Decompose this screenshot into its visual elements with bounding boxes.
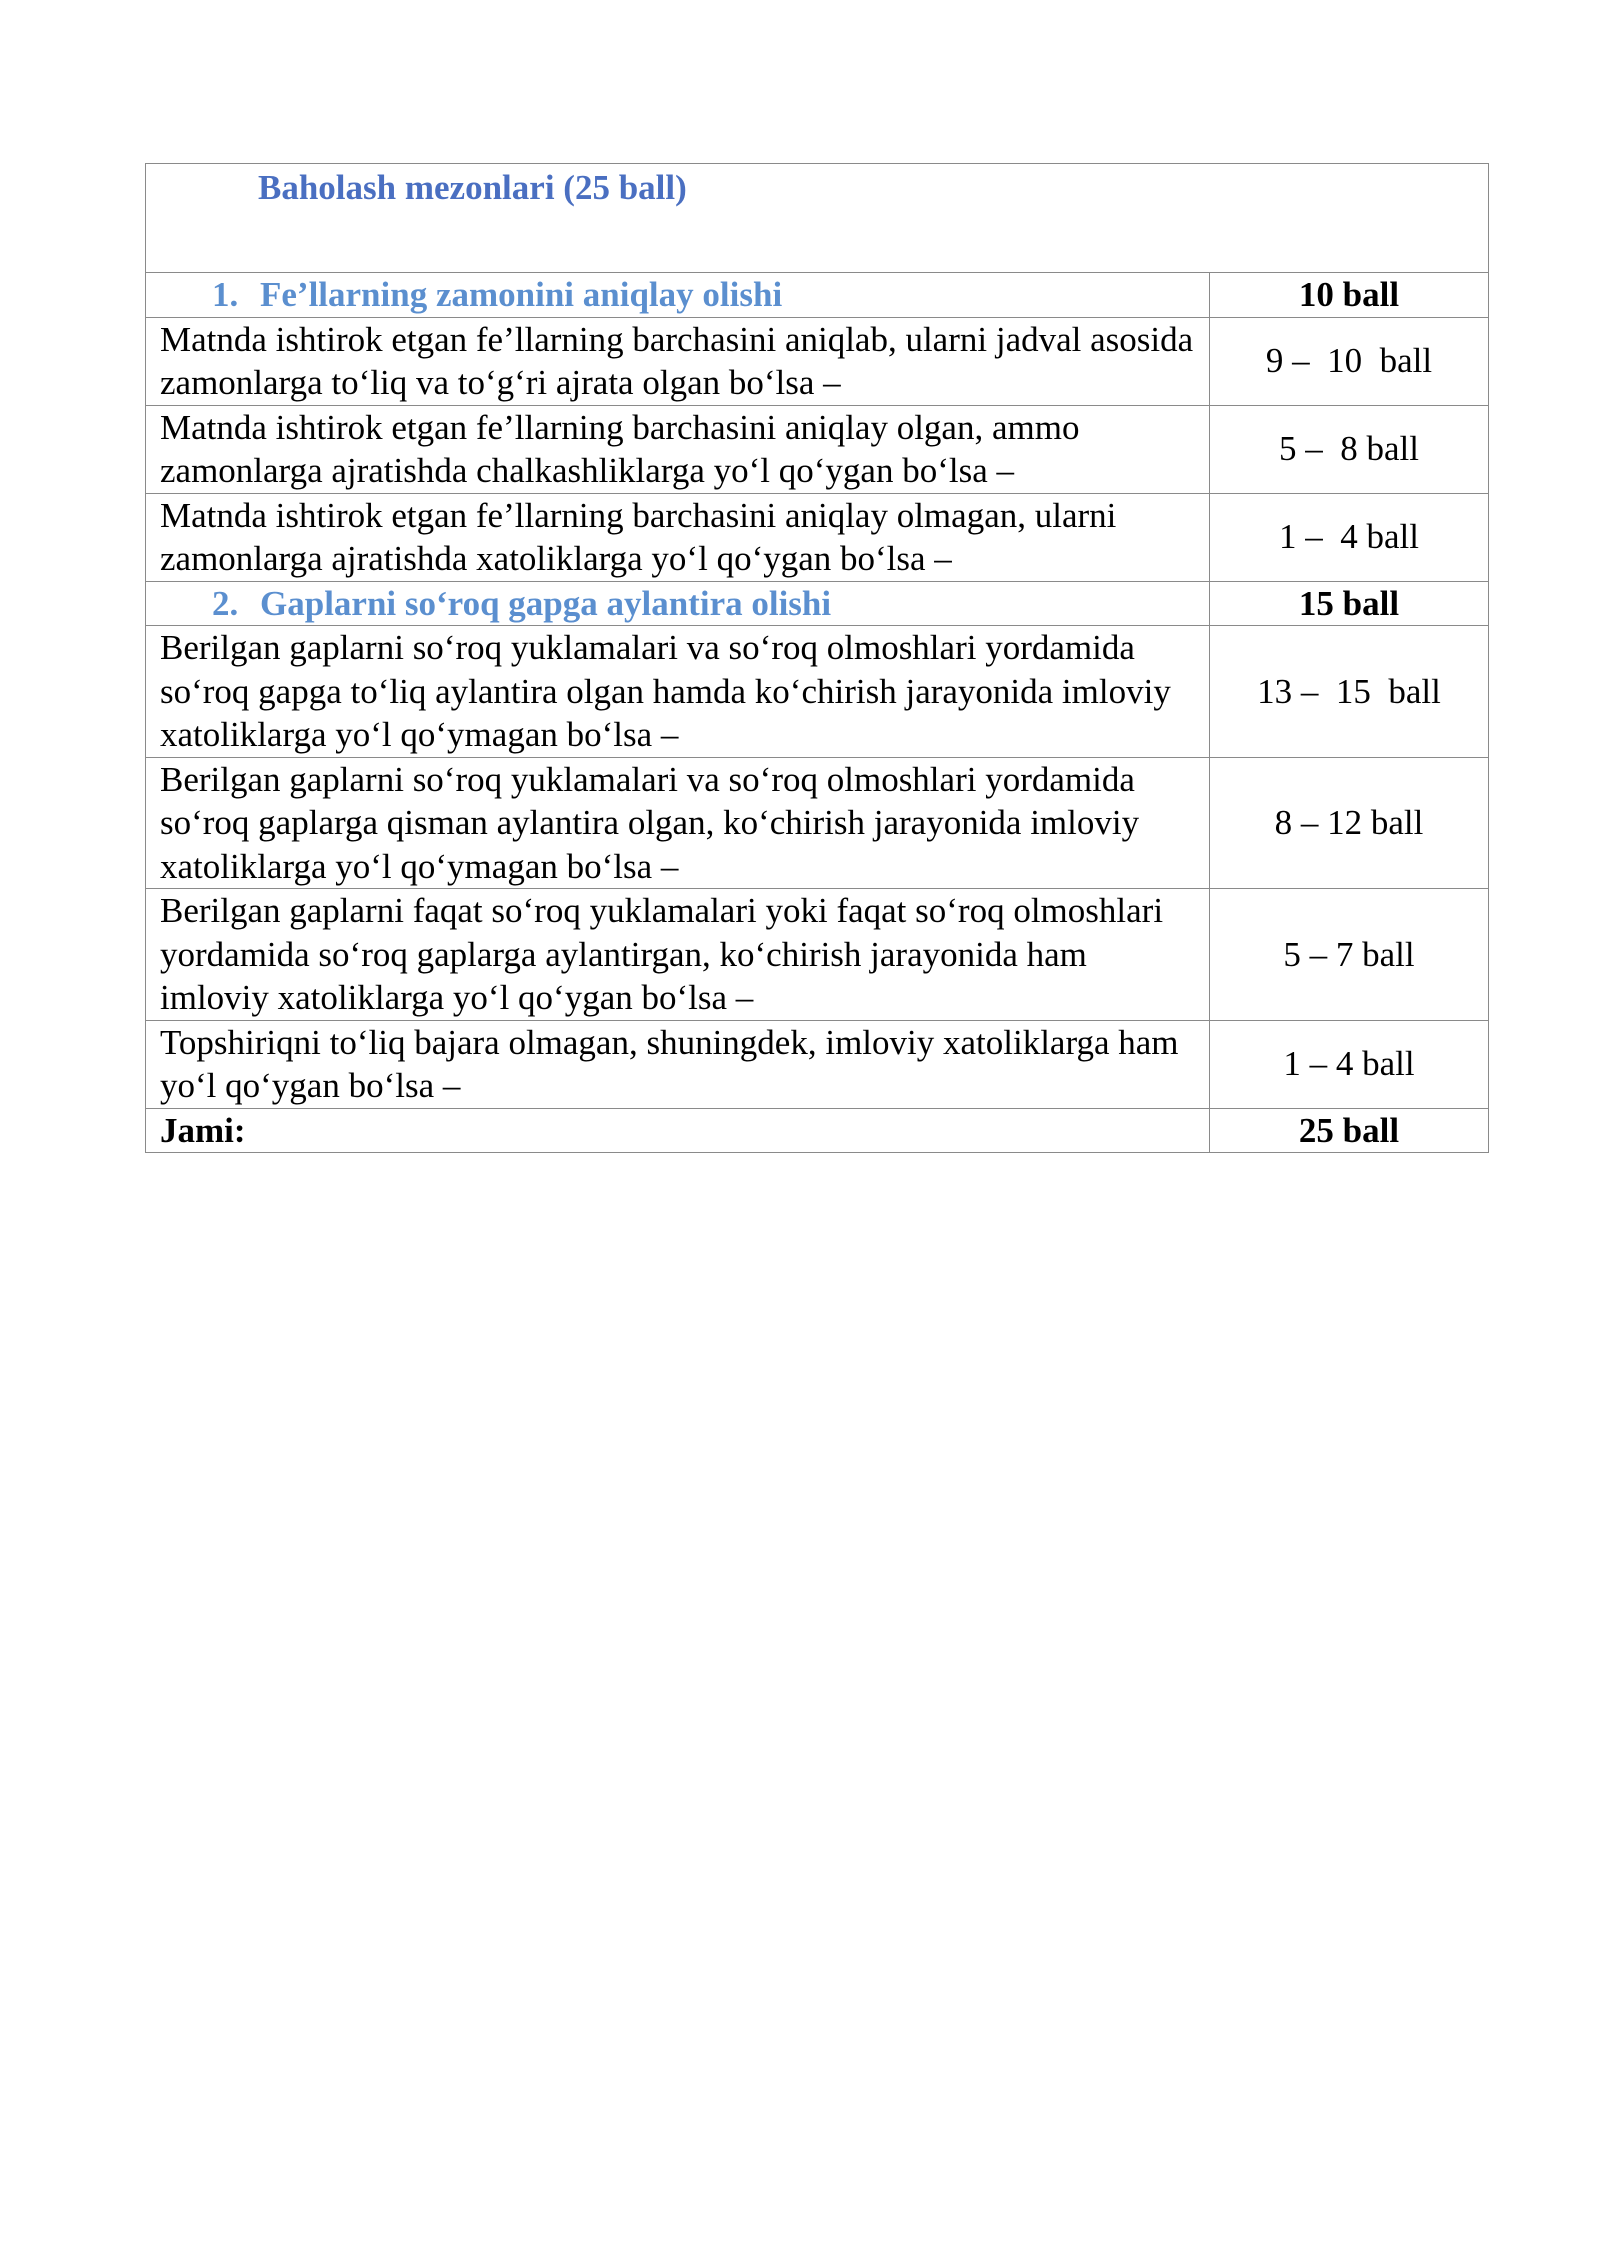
criterion-text: Berilgan gaplarni faqat so‘roq yuklamalari yoki faqat so‘roq olmoshlari yordamida so‘roq gaplarga aylantirgan, ko‘chirish jarayonida ham imloviy xatoliklarga yo‘l qo‘ygan bo‘lsa –	[146, 889, 1210, 1021]
criterion-text: Berilgan gaplarni so‘roq yuklamalari va so‘roq olmoshlari yordamida so‘roq gapga to‘liq aylantira olgan hamda ko‘chirish jarayonida imloviy xatoliklarga yo‘l qo‘ymagan bo‘lsa –	[146, 626, 1210, 758]
section-number: 2.	[212, 583, 239, 623]
total-points: 25 ball	[1210, 1108, 1489, 1153]
section-title: Fe’llarning zamonini aniqlay olishi	[260, 275, 783, 314]
criterion-row	[146, 757, 1489, 889]
criterion-score: 13 – 15 ball	[1210, 626, 1489, 758]
criterion-text: Topshiriqni to‘liq bajara olmagan, shuningdek, imloviy xatoliklarga ham yo‘l qo‘ygan bo‘lsa –	[146, 1020, 1210, 1108]
section-points: 10 ball	[1210, 273, 1489, 318]
criterion-row	[146, 493, 1489, 581]
section-points: 15 ball	[1210, 581, 1489, 626]
criterion-row	[146, 317, 1489, 405]
total-row	[146, 1108, 1489, 1153]
criterion-row	[146, 405, 1489, 493]
criterion-text: Matnda ishtirok etgan fe’llarning barchasini aniqlay olmagan, ularni zamonlarga ajratishda xatoliklarga yo‘l qo‘ygan bo‘lsa –	[146, 493, 1210, 581]
section-header-cell	[146, 581, 1210, 626]
assessment-criteria-table	[145, 163, 1489, 1153]
criterion-score: 5 – 8 ball	[1210, 405, 1489, 493]
criterion-score: 1 – 4 ball	[1210, 493, 1489, 581]
criterion-text: Berilgan gaplarni so‘roq yuklamalari va so‘roq olmoshlari yordamida so‘roq gaplarga qisman aylantira olgan, ko‘chirish jarayonida imloviy xatoliklarga yo‘l qo‘ymagan bo‘lsa –	[146, 757, 1210, 889]
total-label: Jami:	[146, 1108, 1210, 1153]
table-title-cell	[146, 164, 1489, 273]
table-title: Baholash mezonlari (25 ball)	[258, 168, 687, 207]
section-number: 1.	[212, 275, 239, 314]
criterion-text: Matnda ishtirok etgan fe’llarning barchasini aniqlab, ularni jadval asosida zamonlarga to‘liq va to‘g‘ri ajrata olgan bo‘lsa –	[146, 317, 1210, 405]
table-title-row	[146, 164, 1489, 273]
criterion-row	[146, 889, 1489, 1021]
section-header-cell	[146, 273, 1210, 318]
criterion-score: 5 – 7 ball	[1210, 889, 1489, 1021]
criterion-score: 9 – 10 ball	[1210, 317, 1489, 405]
criterion-row	[146, 1020, 1489, 1108]
section-header-row	[146, 273, 1489, 318]
criterion-score: 1 – 4 ball	[1210, 1020, 1489, 1108]
criterion-row	[146, 626, 1489, 758]
section-header-row	[146, 581, 1489, 626]
criterion-text: Matnda ishtirok etgan fe’llarning barchasini aniqlay olgan, ammo zamonlarga ajratishda chalkashliklarga yo‘l qo‘ygan bo‘lsa –	[146, 405, 1210, 493]
section-title: Gaplarni so‘roq gapga aylantira olishi	[260, 583, 832, 623]
criterion-score: 8 – 12 ball	[1210, 757, 1489, 889]
